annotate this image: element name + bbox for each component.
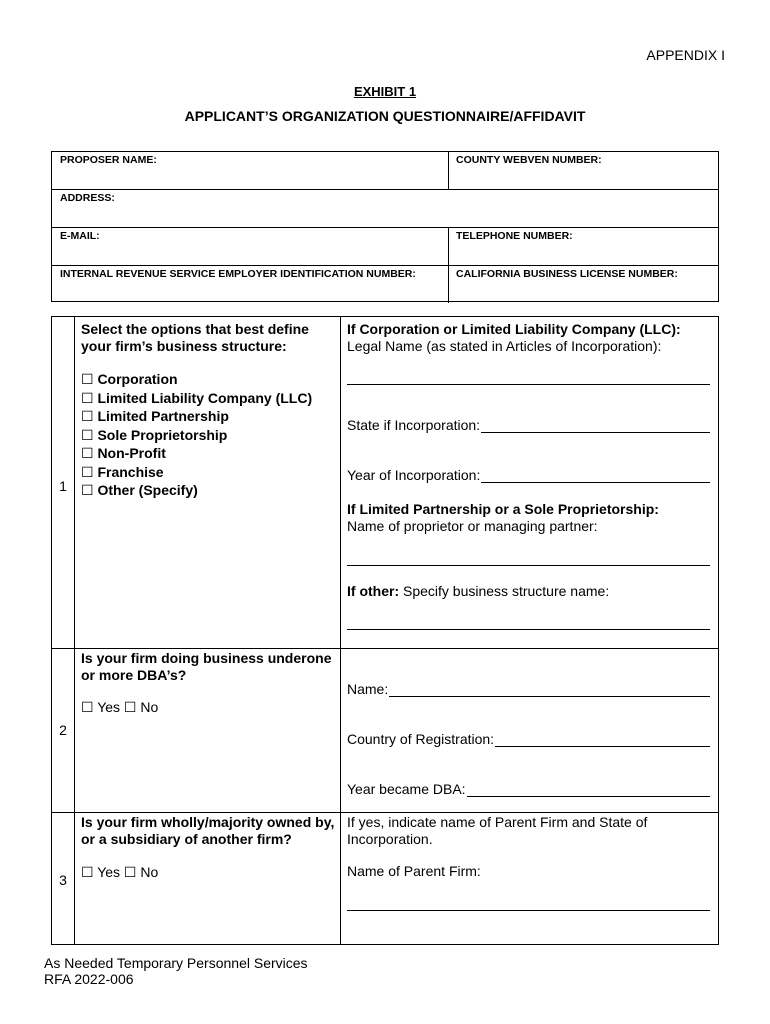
info-row-address: [52, 190, 718, 228]
questions-table: [51, 316, 719, 945]
year-dba-label: Year became DBA:: [347, 781, 466, 797]
question-3-text: [81, 814, 334, 848]
option-other[interactable]: ☐ Other (Specify): [81, 482, 198, 498]
question-1-line2: your firm’s business structure:: [81, 338, 287, 354]
appendix-label: APPENDIX I: [646, 47, 725, 63]
lp-heading: If Limited Partnership or a Sole Proprietorship:: [347, 501, 659, 517]
other-structure-bold: If other:: [347, 583, 400, 599]
proprietor-name-line[interactable]: [347, 565, 710, 566]
info-row-contact: [52, 228, 718, 266]
telephone-field[interactable]: TELEPHONE NUMBER:: [456, 230, 573, 242]
question-2-text: [81, 650, 331, 684]
question-1-text: [81, 321, 309, 355]
applicant-info-table: [51, 151, 719, 302]
question-2-line1: Is your firm doing business underone: [81, 650, 332, 666]
question-2-yes-no[interactable]: ☐ Yes ☐ No: [81, 699, 159, 715]
question-1-number: 1: [59, 478, 67, 494]
question-2-number: 2: [59, 722, 67, 738]
exhibit-title-text: EXHIBIT 1: [353, 84, 417, 99]
dba-name-label: Name:: [347, 681, 389, 697]
question-1-line1: Select the options that best define: [81, 321, 309, 337]
proposer-name-field[interactable]: PROPOSER NAME:: [60, 154, 157, 166]
irs-ein-field[interactable]: INTERNAL REVENUE SERVICE EMPLOYER IDENTIFICATION NUMBER:: [60, 268, 416, 280]
option-llc[interactable]: ☐ Limited Liability Company (LLC): [81, 389, 313, 406]
legal-name-line[interactable]: [347, 384, 710, 385]
country-registration-label: Country of Registration:: [347, 731, 495, 747]
option-sole-proprietorship[interactable]: ☐ Sole Proprietorship: [81, 426, 228, 443]
year-dba-field[interactable]: [347, 781, 710, 797]
option-non-profit[interactable]: ☐ Non-Profit: [81, 445, 166, 461]
question-3-number: 3: [59, 872, 67, 888]
footer-line2: RFA 2022-006: [44, 971, 134, 987]
parent-firm-line[interactable]: [347, 910, 710, 911]
footer-line1: As Needed Temporary Personnel Services: [44, 955, 308, 971]
ca-license-field[interactable]: CALIFORNIA BUSINESS LICENSE NUMBER:: [456, 268, 678, 280]
other-structure-label: [347, 583, 609, 600]
parent-firm-instructions: [347, 814, 647, 848]
footer: [44, 955, 308, 987]
business-structure-options: [81, 370, 312, 500]
year-incorporation-field[interactable]: [347, 467, 710, 483]
question-3-yes-no[interactable]: ☐ Yes ☐ No: [81, 864, 159, 880]
form-title: APPLICANT’S ORGANIZATION QUESTIONNAIRE/AFFIDAVIT: [184, 108, 586, 124]
parent-firm-label: Name of Parent Firm:: [347, 863, 481, 879]
parent-firm-instructions-line1: If yes, indicate name of Parent Firm and State of: [347, 814, 648, 830]
exhibit-title: [0, 84, 770, 99]
proprietor-name-label: Name of proprietor or managing partner:: [347, 518, 598, 534]
corp-heading: If Corporation or Limited Liability Company (LLC):: [347, 321, 681, 337]
parent-firm-instructions-line2: Incorporation.: [347, 831, 433, 847]
question-3-line1: Is your firm wholly/majority owned by,: [81, 814, 335, 830]
info-row-name: [52, 152, 718, 190]
state-incorporation-field[interactable]: [347, 417, 710, 433]
info-row-ids: [52, 266, 718, 303]
question-2-line2: or more DBA’s?: [81, 667, 187, 683]
state-incorporation-label: State if Incorporation:: [347, 417, 481, 433]
question-3-line2: or a subsidiary of another firm?: [81, 831, 292, 847]
option-franchise[interactable]: ☐ Franchise: [81, 463, 164, 480]
dba-name-field[interactable]: [347, 681, 710, 697]
address-field[interactable]: ADDRESS:: [60, 192, 115, 204]
other-structure-text: Specify business structure name:: [399, 583, 610, 599]
email-field[interactable]: E-MAIL:: [60, 230, 100, 242]
county-webven-field[interactable]: COUNTY WEBVEN NUMBER:: [456, 154, 602, 166]
year-incorporation-label: Year of Incorporation:: [347, 467, 481, 483]
option-limited-partnership[interactable]: ☐ Limited Partnership: [81, 408, 229, 424]
country-registration-field[interactable]: [347, 731, 710, 747]
other-structure-line[interactable]: [347, 629, 710, 630]
legal-name-label: Legal Name (as stated in Articles of Incorporation):: [347, 338, 662, 354]
option-corporation[interactable]: ☐ Corporation: [81, 371, 178, 387]
